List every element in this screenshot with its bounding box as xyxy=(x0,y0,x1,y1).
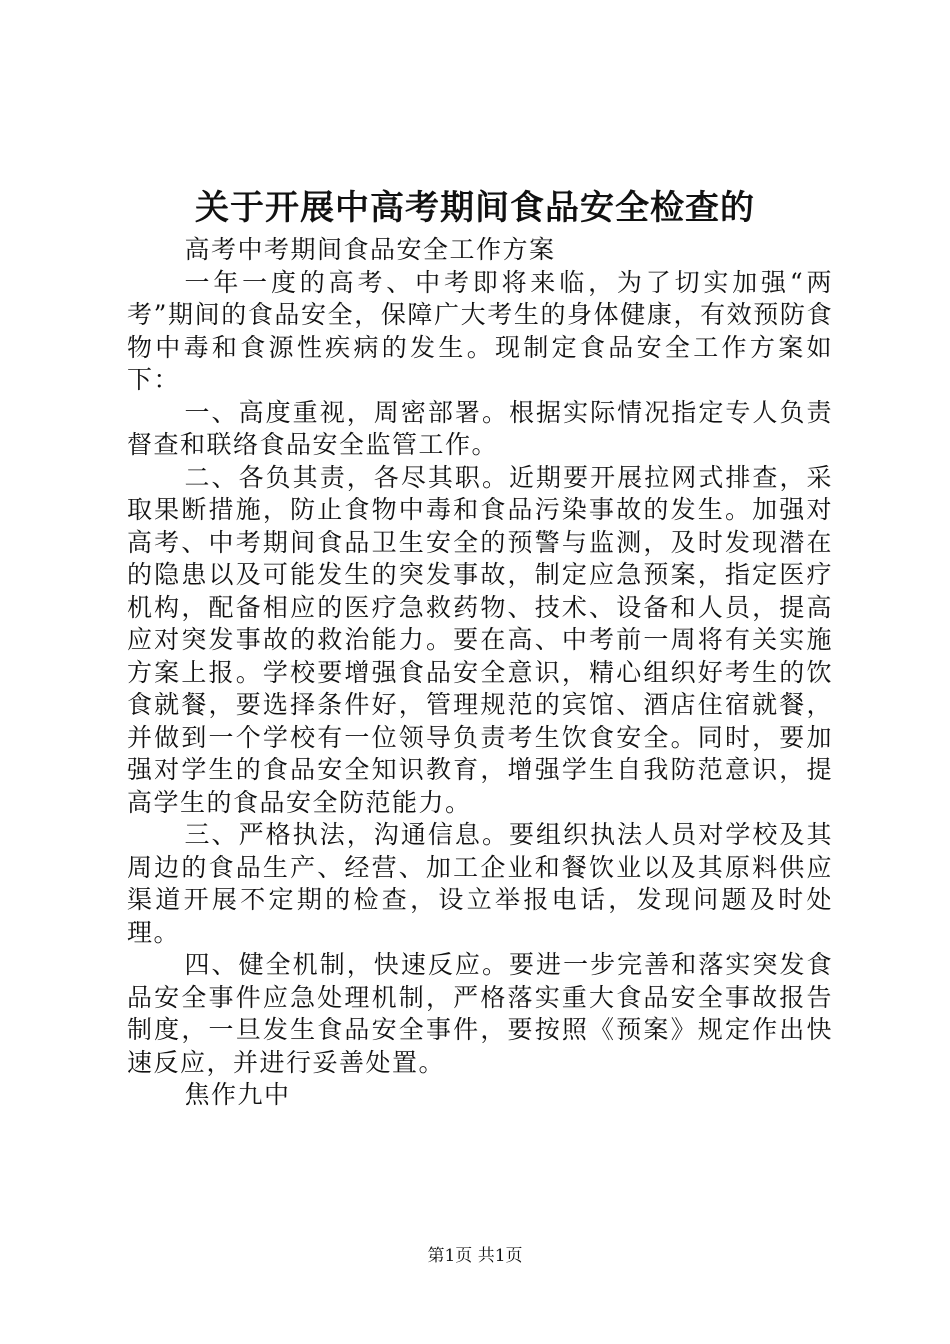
paragraph-section-2: 二、各负其责，各尽其职。近期要开展拉网式排查，采取果断措施，防止食物中毒和食品污染事故的发生。加强对高考、中考期间食品卫生安全的预警与监测，及时发现潜在的隐患以及可能发生的突发事故，制定应急预案，指定医疗机构，配备相应的医疗急救药物、技术、设备和人员，提高应对突发事故的救治能力。要在高、中考前一周将有关实施方案上报。学校要增强食品安全意识，精心组织好考生的饮食就餐，要选择条件好，管理规范的宾馆、酒店住宿就餐，并做到一个学校有一位领导负责考生饮食安全。同时，要加强对学生的食品安全知识教育，增强学生自我防范意识，提高学生的食品安全防范能力。 xyxy=(127,462,833,817)
document-body xyxy=(127,234,833,1112)
paragraph-signature: 焦作九中 xyxy=(184,1080,291,1109)
paragraph-section-4: 四、健全机制，快速反应。要进一步完善和落实突发食品安全事件应急处理机制，严格落实重大食品安全事故报告制度，一旦发生食品安全事件，要按照《预案》规定作出快速反应，并进行妥善处置。 xyxy=(127,950,833,1077)
paragraph-section-1: 一、高度重视，周密部署。根据实际情况指定专人负责督查和联络食品安全监管工作。 xyxy=(127,397,833,459)
paragraph-plan-title: 高考中考期间食品安全工作方案 xyxy=(184,235,556,264)
document-title: 关于开展中高考期间食品安全检查的 xyxy=(195,188,755,228)
paragraph-intro: 一年一度的高考、中考即将来临，为了切实加强“两考”期间的食品安全，保障广大考生的身体健康，有效预防食物中毒和食源性疾病的发生。现制定食品安全工作方案如下： xyxy=(127,267,833,394)
page-footer: 第1页 共1页 xyxy=(427,1246,523,1266)
paragraph-section-3: 三、严格执法，沟通信息。要组织执法人员对学校及其周边的食品生产、经营、加工企业和餐饮业以及其原料供应渠道开展不定期的检查，设立举报电话，发现问题及时处理。 xyxy=(127,820,833,947)
